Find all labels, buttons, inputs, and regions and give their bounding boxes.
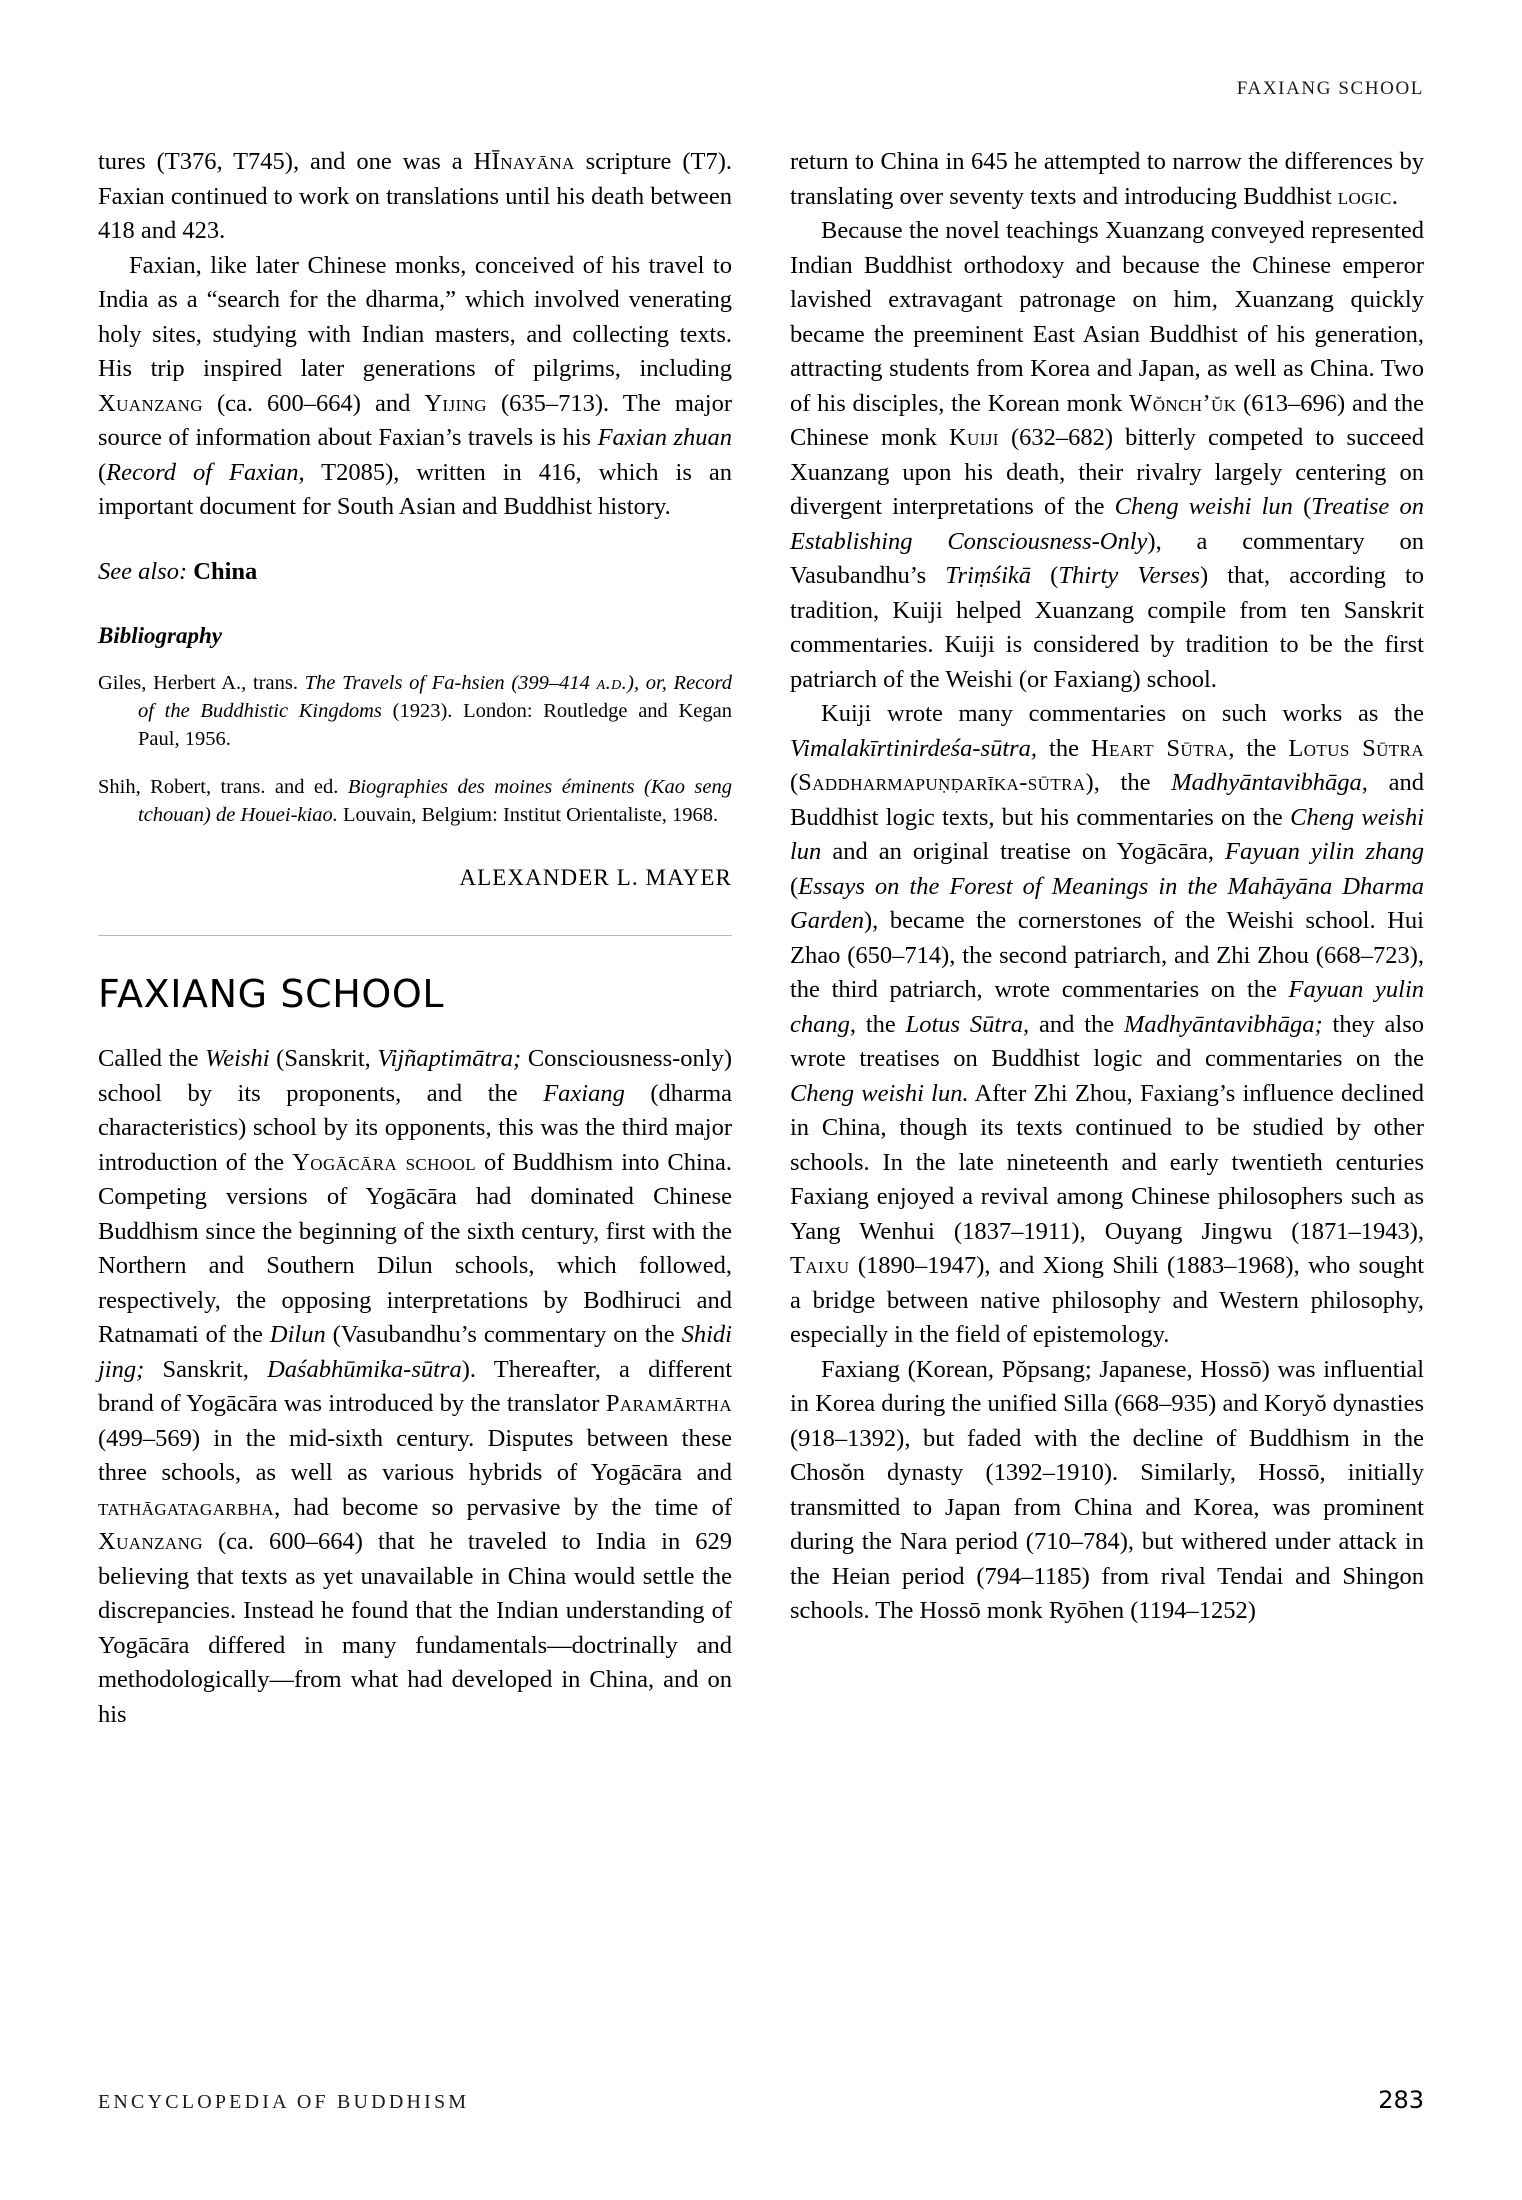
see-also-label: See also: bbox=[98, 557, 188, 585]
article-author-signature: ALEXANDER L. MAYER bbox=[459, 865, 732, 890]
paragraph-kuiji-commentaries: Kuiji wrote many commentaries on such works as the Vimalakīrtinirdeśa-sūtra, the Heart Sūtra, the Lotus Sūtra (Saddharmapuṇḍarīka-sūtra), the Madhyāntavibhāga, and Buddhist logic texts, but his commentaries on the Cheng weishi lun and an original treatise on Yogācāra, Fayuan yilin zhang (Essays on the Forest of Meanings in the Mahāyāna Dharma Garden), became the cornerstones of the Weishi school. Hui Zhao (650–714), the second patriarch, and Zhi Zhou (668–723), the third patriarch, wrote commentaries on the Fayuan yulin chang, the Lotus Sūtra, and the Madhyāntavibhāga; they also wrote treatises on Buddhist logic and commentaries on the Cheng weishi lun. After Zhi Zhou, Faxiang’s influence declined in China, though its texts continued to be studied by other schools. In the late nineteenth and early twentieth centuries Faxiang enjoyed a revival among Chinese philosophers such as Yang Wenhui (1837–1911), Ouyang Jingwu (1871–1943), Taixu (1890–1947), and Xiong Shili (1883–1968), who sought a bridge between native philosophy and Western philosophy, especially in the field of epistemology. bbox=[790, 700, 1425, 1348]
paragraph-xuanzang-patronage: Because the novel teachings Xuanzang conveyed represented Indian Buddhist orthodoxy and because the Chinese emperor lavished extravagant patronage on him, Xuanzang quickly became the preeminent East Asian Buddhist of his generation, attracting students from Korea and Japan, as well as China. Two of his disciples, the Korean monk Wŏnch’ŭk (613–696) and the Chinese monk Kuiji (632–682) bitterly competed to succeed Xuanzang upon his death, their rivalry largely centering on divergent interpretations of the Cheng weishi lun (Treatise on Establishing Consciousness-Only), a commentary on Vasubandhu’s Triṃśikā (Thirty Verses) that, according to tradition, Kuiji helped Xuanzang compile from ten Sanskrit commentaries. Kuiji is considered by tradition to be the first patriarch of the Weishi (or Faxiang) school. bbox=[790, 217, 1425, 693]
paragraph-xuanzang-return: return to China in 645 he attempted to narrow the differences by translating over seventy texts and introducing Buddhist logic. bbox=[790, 148, 1424, 210]
running-head bbox=[1237, 78, 1424, 100]
paragraph-faxiang-korea-japan: Faxiang (Korean, Pŏpsang; Japanese, Hossō) was influential in Korea during the unified Silla (668–935) and Koryŏ dynasties (918–1392), but faded with the decline of Buddhism in the Chosŏn dynasty (1392–1910). Similarly, Hossō, initially transmitted to Japan from China and Korea, was prominent during the Nara period (710–784), but withered under attack in the Heian period (794–1185) from rival Tendai and Shingon schools. The Hossō monk Ryōhen (1194–1252) bbox=[790, 1355, 1424, 1624]
running-head-text: FAXIANG SCHOOL bbox=[1236, 78, 1424, 99]
left-column bbox=[98, 145, 732, 1732]
entry-body bbox=[98, 1042, 732, 1732]
see-also-link[interactable]: China bbox=[193, 557, 258, 585]
paragraph-continued: tures (T376, T745), and one was a HĪnayāna scripture (T7). Faxian continued to work on translations until his death between 418 and 423. bbox=[98, 148, 733, 244]
paragraph-faxian-pilgrimage: Faxian, like later Chinese monks, conceived of his travel to India as a “search for the dharma,” which involved venerating holy sites, studying with Indian masters, and collecting texts. His trip inspired later generations of pilgrims, including Xuanzang (ca. 600–664) and Yijing (635–713). The major source of information about Faxian’s travels is his Faxian zhuan (Record of Faxian, T2085), written in 416, which is an important document for South Asian and Buddhist history. bbox=[98, 251, 732, 520]
bibliography-entry: Shih, Robert, trans. and ed. Biographies des moines éminents (Kao seng tchouan) de Houei-kiao. Louvain, Belgium: Institut Orientaliste, 1968. bbox=[98, 776, 732, 826]
bibliography-entry: Giles, Herbert A., trans. The Travels of Fa-hsien (399–414 a.d.), or, Record of the Buddhistic Kingdoms (1923). London: Routledge and Kegan Paul, 1956. bbox=[98, 672, 733, 750]
section-divider bbox=[98, 935, 732, 936]
two-column-body bbox=[98, 145, 1424, 1732]
see-also-line bbox=[98, 555, 732, 590]
page-number: 283 bbox=[1378, 2086, 1424, 2114]
footer-publication-title: ENCYCLOPEDIA OF BUDDHISM bbox=[98, 2091, 470, 2113]
paragraph-faxiang-intro: Called the Weishi (Sanskrit, Vijñaptimātra; Consciousness-only) school by its proponents, and the Faxiang (dharma characteristics) school by its opponents, this was the third major introduction of the Yogācāra school of Buddhism into China. Competing versions of Yogācāra had dominated Chinese Buddhism since the beginning of the sixth century, first with the Northern and Southern Dilun schools, which followed, respectively, the opposing interpretations by Bodhiruci and Ratnamati of the Dilun (Vasubandhu’s commentary on the Shidi jing; Sanskrit, Daśabhūmika-sūtra). Thereafter, a different brand of Yogācāra was introduced by the translator Paramārtha (499–569) in the mid-sixth century. Disputes between these three schools, as well as various hybrids of Yogācāra and tathāgatagarbha, had become so pervasive by the time of Xuanzang (ca. 600–664) that he traveled to India in 629 believing that texts as yet unavailable in China would settle the discrepancies. Instead he found that the Indian understanding of Yogācāra differed in many fundamentals—doctrinally and methodologically—from what had developed in China, and on his bbox=[98, 1045, 733, 1728]
page-footer bbox=[98, 2086, 1424, 2114]
page-title: FAXIANG SCHOOL bbox=[98, 972, 445, 1016]
right-column bbox=[790, 145, 1424, 1732]
bibliography-heading: Bibliography bbox=[98, 623, 222, 648]
